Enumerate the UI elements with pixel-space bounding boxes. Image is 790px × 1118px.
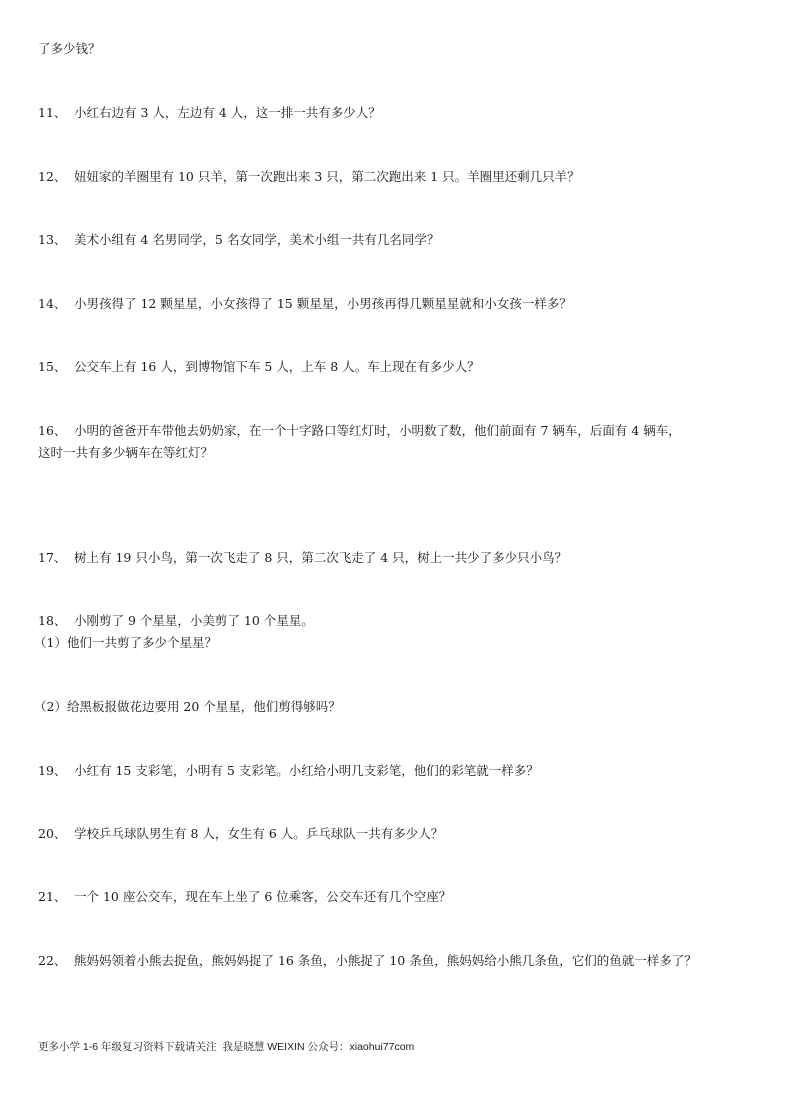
question-18-part-2: （2）给黑板报做花边要用 20 个星星，他们剪得够吗？ — [34, 699, 341, 714]
question-13 — [38, 231, 758, 249]
question-18 — [38, 612, 758, 630]
continuation-text: 了多少钱？ — [38, 41, 101, 56]
question-text: 小男孩得了 12 颗星星，小女孩得了 15 颗星星，小男孩再得几颗星星就和小女孩一样多？ — [74, 296, 572, 311]
question-text: 小红右边有 3 人，左边有 4 人，这一排一共有多少人？ — [74, 105, 381, 120]
question-number: 14、 — [38, 296, 67, 311]
question-number: 20、 — [38, 826, 67, 841]
question-text: 小刚剪了 9 个星星，小美剪了 10 个星星。 — [74, 613, 314, 628]
question-17 — [38, 549, 758, 567]
question-number: 22、 — [38, 953, 67, 968]
question-number: 11、 — [38, 105, 67, 120]
question-14 — [38, 295, 758, 313]
question-text: 小明的爸爸开车带他去奶奶家，在一个十字路口等红灯时，小明数了数，他们前面有 7 辆车，后面有 4 辆车， — [74, 423, 681, 438]
question-20 — [38, 825, 758, 843]
question-number: 17、 — [38, 550, 67, 565]
question-text: 美术小组有 4 名男同学，5 名女同学，美术小组一共有几名同学？ — [74, 232, 440, 247]
question-16 — [38, 422, 758, 440]
question-15 — [38, 358, 758, 376]
question-number: 18、 — [38, 613, 67, 628]
question-19 — [38, 762, 758, 780]
question-21 — [38, 888, 758, 906]
question-text: 一个 10 座公交车，现在车上坐了 6 位乘客，公交车还有几个空座？ — [74, 889, 452, 904]
question-number: 15、 — [38, 359, 67, 374]
question-number: 21、 — [38, 889, 67, 904]
question-text: 树上有 19 只小鸟，第一次飞走了 8 只，第二次飞走了 4 只，树上一共少了多少只小鸟？ — [74, 550, 568, 565]
question-16-continuation: 这时一共有多少辆车在等红灯？ — [38, 445, 214, 460]
question-text: 学校乒乓球队男生有 8 人，女生有 6 人。乒乓球队一共有多少人？ — [74, 826, 444, 841]
question-text: 妞妞家的羊圈里有 10 只羊，第一次跑出来 3 只，第二次跑出来 1 只。羊圈里还剩几只羊？ — [74, 169, 580, 184]
question-text: 熊妈妈领着小熊去捉鱼，熊妈妈捉了 16 条鱼，小熊捉了 10 条鱼，熊妈妈给小熊几条鱼，它们的鱼就一样多了？ — [74, 953, 697, 968]
question-18-part-1: （1）他们一共剪了多少个星星？ — [34, 635, 217, 650]
question-22 — [38, 952, 758, 970]
question-text: 公交车上有 16 人，到博物馆下车 5 人，上车 8 人。车上现在有多少人？ — [74, 359, 480, 374]
question-11 — [38, 104, 758, 122]
question-12 — [38, 168, 758, 186]
question-text: 小红有 15 支彩笔，小明有 5 支彩笔。小红给小明几支彩笔，他们的彩笔就一样多？ — [74, 763, 539, 778]
page-footer: 更多小学 1-6 年级复习资料下载请关注 我是晓慧 WEIXIN 公众号：xiaohui77com — [38, 1041, 415, 1053]
question-number: 16、 — [38, 423, 67, 438]
question-number: 12、 — [38, 169, 67, 184]
question-number: 13、 — [38, 232, 67, 247]
question-number: 19、 — [38, 763, 67, 778]
